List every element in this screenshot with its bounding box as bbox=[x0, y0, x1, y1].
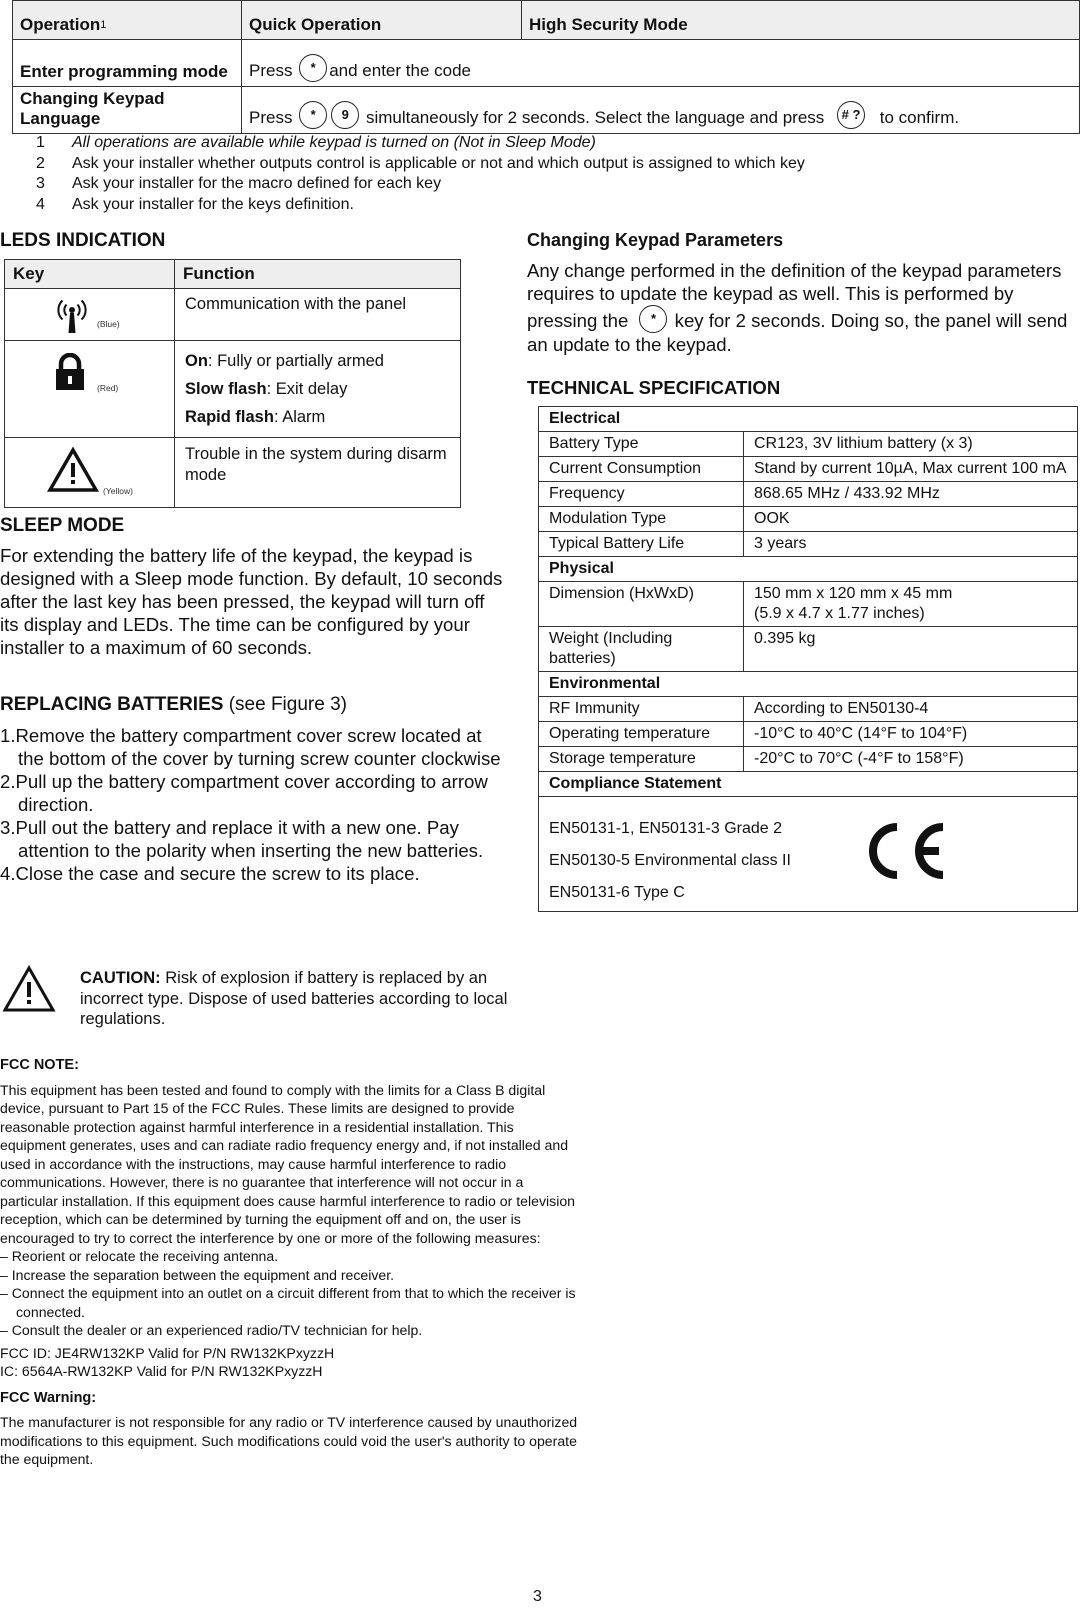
step-item: 2.Pull up the battery compartment cover according to arrow direction. bbox=[0, 771, 488, 815]
operation-row-language bbox=[13, 87, 1080, 134]
nine-key-icon: 9 bbox=[331, 101, 359, 129]
spec-row: Frequency 868.65 MHz / 433.92 MHz bbox=[539, 482, 1078, 507]
ic-id: IC: 6564A-RW132KP Valid for P/N RW132KPxyzzH bbox=[0, 1363, 323, 1379]
hash-key-icon: # ? bbox=[837, 101, 865, 129]
fcc-note-title: FCC NOTE: bbox=[0, 1057, 79, 1073]
fcc-measure: – Connect the equipment into an outlet on a circuit different from that to which the receiver is connected. bbox=[0, 1285, 576, 1320]
tech-spec-table bbox=[538, 406, 1078, 912]
antenna-icon bbox=[57, 297, 87, 335]
leds-table bbox=[4, 259, 461, 508]
led-row-communication bbox=[5, 289, 461, 341]
led-function: On: Fully or partially armed Slow flash: Exit delay Rapid flash: Alarm bbox=[175, 341, 461, 438]
spec-row: Modulation Type OOK bbox=[539, 507, 1078, 532]
footnote: 1 All operations are available while keypad is turned on (Not in Sleep Mode) bbox=[36, 134, 596, 151]
caution-warning-icon bbox=[2, 965, 56, 1013]
header-high-security: High Security Mode bbox=[522, 1, 1080, 40]
operation-row-programming bbox=[13, 40, 1080, 87]
led-row-arm bbox=[5, 341, 461, 438]
fcc-id: FCC ID: JE4RW132KP Valid for P/N RW132KPxyzzH bbox=[0, 1344, 335, 1361]
step-item: 1.Remove the battery compartment cover screw located at the bottom of the cover by turning screw counter clockwise bbox=[0, 725, 501, 769]
keypad-params-text: Any change performed in the definition of the keypad parameters requires to update the keypad as well. This is performed by pressing the * key for 2 seconds. Doing so, the panel will send an update to the keypad. bbox=[527, 260, 1068, 355]
leds-title: LEDS INDICATION bbox=[0, 230, 166, 251]
spec-row: Storage temperature -20°C to 70°C (-4°F to 158°F) bbox=[539, 747, 1078, 772]
lock-icon bbox=[53, 353, 87, 391]
spec-row: Typical Battery Life 3 years bbox=[539, 532, 1078, 557]
star-key-icon: * bbox=[299, 101, 327, 129]
header-operation: Operation$^1$ bbox=[13, 1, 242, 40]
caution-text: CAUTION: Risk of explosion if battery is replaced by an incorrect type. Dispose of used batteries according to local regulations. bbox=[80, 969, 508, 1028]
replacing-steps bbox=[0, 724, 505, 885]
operations-table bbox=[12, 0, 1080, 134]
ce-mark-icon bbox=[861, 819, 947, 883]
leds-header-row bbox=[5, 260, 461, 289]
operations-header-row bbox=[13, 1, 1080, 40]
led-function: Communication with the panel bbox=[175, 289, 461, 341]
sleep-mode-title: SLEEP MODE bbox=[0, 515, 125, 536]
operation-description: Press * 9 simultaneously for 2 seconds. Select the language and press # ? to confirm. bbox=[242, 87, 1080, 134]
spec-section-row: Compliance Statement bbox=[539, 772, 1078, 797]
header-quick-operation: Quick Operation bbox=[242, 1, 522, 40]
compliance-row bbox=[539, 797, 1078, 912]
fcc-section bbox=[0, 1056, 580, 1475]
compliance-line: EN50130-5 Environmental class II bbox=[549, 852, 791, 869]
footnote: 4 Ask your installer for the keys definition. bbox=[36, 195, 354, 213]
operation-label: Enter programming mode bbox=[13, 40, 242, 87]
spec-row: RF Immunity According to EN50130-4 bbox=[539, 697, 1078, 722]
star-key-icon: * bbox=[299, 54, 327, 82]
spec-section-row: Physical bbox=[539, 557, 1078, 582]
star-key-icon: * bbox=[639, 305, 667, 333]
fcc-measure: – Consult the dealer or an experienced radio/TV technician for help. bbox=[0, 1322, 423, 1338]
leds-header-key: Key bbox=[5, 260, 175, 289]
fcc-measure: – Reorient or relocate the receiving antenna. bbox=[0, 1248, 279, 1264]
step-item: 3.Pull out the battery and replace it with a new one. Pay attention to the polarity when inserting the new batteries. bbox=[0, 817, 484, 861]
fcc-note-text: This equipment has been tested and found to comply with the limits for a Class B digital device, pursuant to Part 15 of the FCC Rules. These limits are designed to provide reasonable protection against harmful interference in a residential installation. This equipment generates, uses and can radiate radio frequency energy and, if not installed and used in accordance with the instructions, may cause harmful interference to radio communications. However, there is no guarantee that interference will not occur in a particular installation. If this equipment does cause harmful interference to radio or television reception, which can be determined by turning the equipment off and on, the user is encouraged to try to correct the interference by one or more of the following measures: bbox=[0, 1081, 576, 1246]
tech-spec-title: TECHNICAL SPECIFICATION bbox=[527, 377, 781, 398]
compliance-line: EN50131-6 Type C bbox=[549, 884, 685, 901]
compliance-line: EN50131-1, EN50131-3 Grade 2 bbox=[549, 820, 783, 837]
fcc-measure: – Increase the separation between the equipment and receiver. bbox=[0, 1266, 395, 1283]
operation-label: Changing Keypad Language bbox=[13, 87, 242, 134]
spec-section-row: Environmental bbox=[539, 672, 1078, 697]
spec-row: Weight (Including batteries) 0.395 kg bbox=[539, 627, 1078, 672]
page-number: 3 bbox=[533, 1588, 542, 1605]
led-color-label: (Red) bbox=[97, 383, 119, 393]
spec-row: Operating temperature -10°C to 40°C (14°F to 104°F) bbox=[539, 722, 1078, 747]
spec-row: Dimension (HxWxD) 150 mm x 120 mm x 45 mm (5.9 x 4.7 x 1.77 inches) bbox=[539, 582, 1078, 627]
warning-triangle-icon bbox=[47, 447, 99, 493]
fcc-warning-title: FCC Warning: bbox=[0, 1389, 97, 1406]
led-color-label: (Yellow) bbox=[103, 486, 133, 496]
spec-row: Battery Type CR123, 3V lithium battery (x 3) bbox=[539, 432, 1078, 457]
footnotes bbox=[36, 133, 805, 215]
led-row-trouble bbox=[5, 438, 461, 508]
keypad-params-title: Changing Keypad Parameters bbox=[527, 230, 784, 250]
leds-header-function: Function bbox=[175, 260, 461, 289]
fcc-warning-text: The manufacturer is not responsible for any radio or TV interference caused by unauthorized modifications to this equipment. Such modifications could void the user's authority to operate the equipment. bbox=[0, 1414, 578, 1467]
replacing-title: REPLACING BATTERIES (see Figure 3) bbox=[0, 694, 347, 715]
sleep-mode-text: For extending the battery life of the keypad, the keypad is designed with a Sleep mode function. By default, 10 seconds after the last key has been pressed, the keypad will turn off its display and LEDs. The time can be configured by your installer to a maximum of 60 seconds. bbox=[0, 545, 503, 658]
led-function: Trouble in the system during disarm mode bbox=[175, 438, 461, 508]
spec-section-row: Electrical bbox=[539, 407, 1078, 432]
footnote: 2 Ask your installer whether outputs control is applicable or not and which output is assigned to which key bbox=[36, 154, 805, 172]
operation-description: Press * and enter the code bbox=[242, 40, 1080, 87]
step-item: 4.Close the case and secure the screw to its place. bbox=[0, 863, 420, 884]
led-color-label: (Blue) bbox=[97, 319, 120, 329]
footnote: 3 Ask your installer for the macro defined for each key bbox=[36, 175, 442, 193]
spec-row: Current Consumption Stand by current 10µA, Max current 100 mA bbox=[539, 457, 1078, 482]
